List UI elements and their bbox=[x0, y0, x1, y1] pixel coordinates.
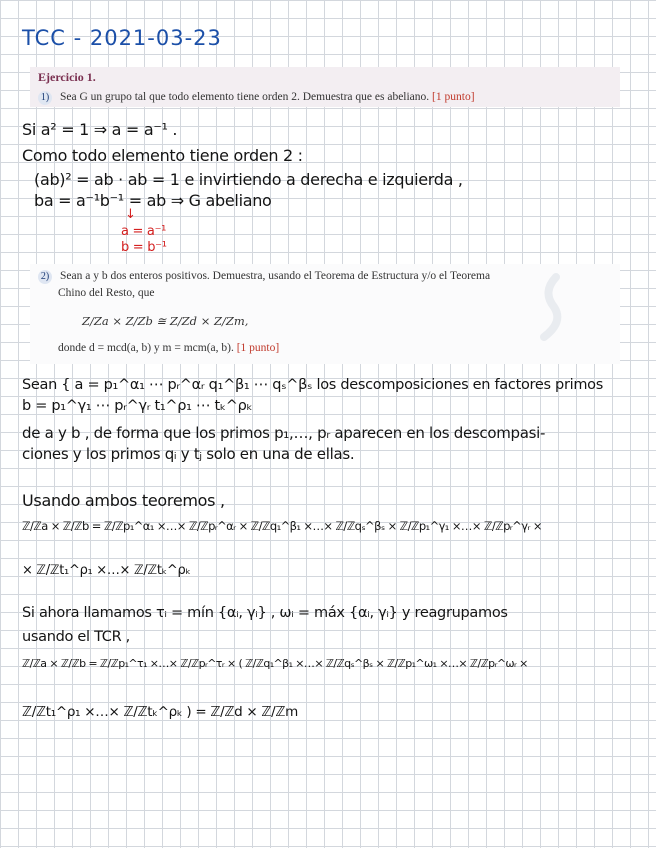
question-2-where bbox=[58, 342, 279, 354]
question-2-line-1: Sean a y b dos enteros positivos. Demuestra, usando el Teorema de Estructura y/o el Teorema bbox=[60, 270, 491, 282]
answer-2-line-5: Usando ambos teoremos , bbox=[22, 491, 225, 510]
answer-2-line-3: de a y b , de forma que los primos p₁,…, pᵣ aparecen en los descompasi- bbox=[22, 424, 546, 442]
question-2-where-text: donde d = mcd(a, b) y m = mcm(a, b). bbox=[58, 342, 234, 354]
question-2-formula: Z/Za × Z/Zb ≅ Z/Zd × Z/Zm, bbox=[82, 314, 249, 328]
page-title: TCC - 2021-03-23 bbox=[22, 26, 222, 50]
question-1-number: 1) bbox=[38, 91, 52, 105]
answer-1-line-2: Como todo elemento tiene orden 2 : bbox=[22, 146, 303, 165]
answer-1-arrow: ↓ bbox=[125, 207, 136, 222]
answer-2-line-7: × ℤ/ℤt₁^ρ₁ ×…× ℤ/ℤtₖ^ρₖ bbox=[22, 563, 191, 578]
answer-2-line-1: Sean { a = p₁^α₁ ⋯ pᵣ^αᵣ q₁^β₁ ⋯ qₛ^βₛ los descomposiciones en factores primos bbox=[22, 377, 603, 393]
faint-page-mark bbox=[534, 272, 564, 342]
answer-1-note-a: a = a⁻¹ bbox=[121, 224, 167, 239]
answer-2-line-8: Si ahora llamamos τᵢ = mín {αᵢ, γᵢ} , ωᵢ = máx {αᵢ, γᵢ} y reagrupamos bbox=[22, 605, 508, 621]
question-1 bbox=[38, 91, 475, 105]
answer-2-line-4: ciones y los primos qᵢ y tⱼ solo en una de ellas. bbox=[22, 445, 355, 463]
question-2-points: [1 punto] bbox=[236, 342, 280, 354]
answer-1-line-4: ba = a⁻¹b⁻¹ = ab ⇒ G abeliano bbox=[34, 191, 272, 210]
question-1-text: Sea G un grupo tal que todo elemento tiene orden 2. Demuestra que es abeliano. bbox=[60, 91, 430, 103]
answer-2-line-2: b = p₁^γ₁ ⋯ pᵣ^γᵣ t₁^ρ₁ ⋯ tₖ^ρₖ bbox=[22, 398, 253, 414]
question-1-points: [1 punto] bbox=[432, 91, 475, 103]
question-2-line-2: Chino del Resto, que bbox=[58, 287, 155, 299]
answer-2-line-10: ℤ/ℤa × ℤ/ℤb = ℤ/ℤp₁^τ₁ ×…× ℤ/ℤpᵣ^τᵣ × ( ℤ/ℤq₁^β₁ ×…× ℤ/ℤqₛ^βₛ × ℤ/ℤp₁^ω₁ ×…× ℤ/ℤpᵣ^ωᵣ × bbox=[22, 657, 528, 670]
answer-2-line-9: usando el TCR , bbox=[22, 629, 130, 645]
answer-1-line-3: (ab)² = ab · ab = 1 e invirtiendo a derecha e izquierda , bbox=[34, 170, 463, 189]
answer-1-line-1: Si a² = 1 ⇒ a = a⁻¹ . bbox=[22, 120, 178, 139]
question-2-text bbox=[38, 270, 490, 284]
answer-1-note-b: b = b⁻¹ bbox=[121, 240, 167, 255]
answer-2-line-6: ℤ/ℤa × ℤ/ℤb = ℤ/ℤp₁^α₁ ×…× ℤ/ℤpᵣ^αᵣ × ℤ/ℤq₁^β₁ ×…× ℤ/ℤqₛ^βₛ × ℤ/ℤp₁^γ₁ ×…× ℤ/ℤpᵣ^γᵣ × bbox=[22, 519, 542, 533]
answer-2-line-11: ℤ/ℤt₁^ρ₁ ×…× ℤ/ℤtₖ^ρₖ ) = ℤ/ℤd × ℤ/ℤm bbox=[22, 704, 298, 720]
question-2-number: 2) bbox=[38, 270, 52, 284]
exercise-heading: Ejercicio 1. bbox=[38, 70, 96, 84]
